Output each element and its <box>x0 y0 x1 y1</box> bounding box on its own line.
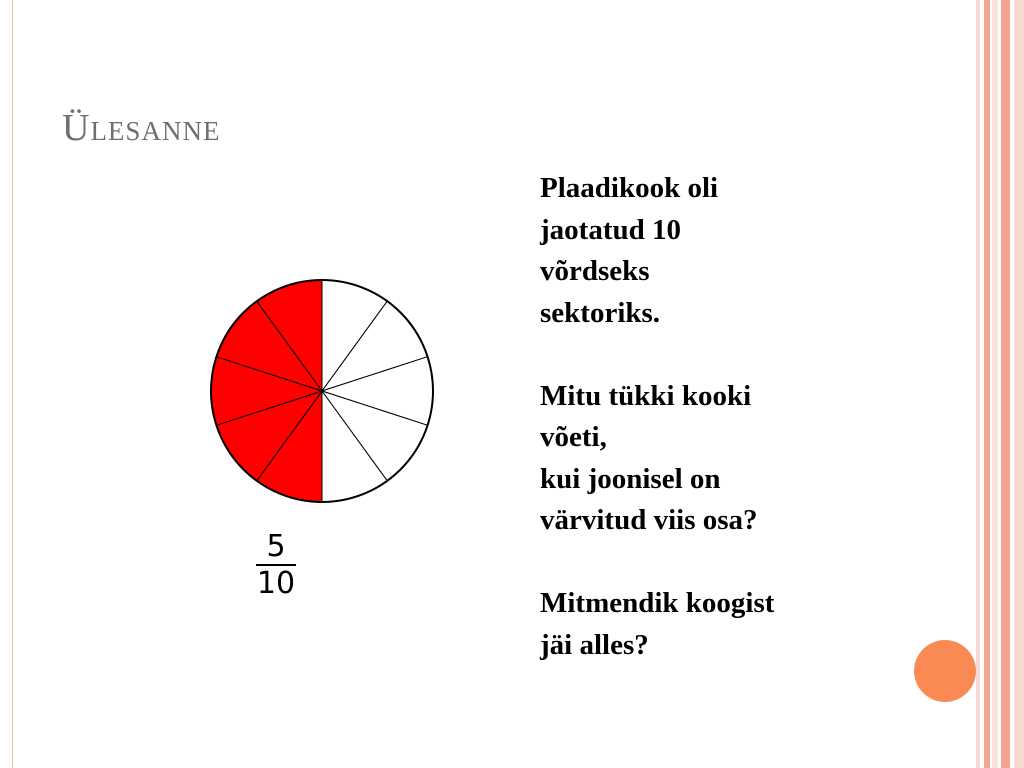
fraction-five-tenths <box>256 529 296 601</box>
accent-circle <box>914 640 976 702</box>
fraction-denominator: 10 <box>256 566 296 601</box>
task-paragraph-1: Plaadikook oli jaotatud 10 võrdseks sektoriks. <box>540 172 719 329</box>
fraction-numerator: 5 <box>266 529 286 564</box>
slide-title: Ülesanne <box>62 107 221 149</box>
task-paragraph-3: Mitmendik koogist jäi alles? <box>540 587 775 661</box>
task-paragraph-2: Mitu tükki kooki võeti, kui joonisel on värvitud viis osa? <box>540 379 758 536</box>
